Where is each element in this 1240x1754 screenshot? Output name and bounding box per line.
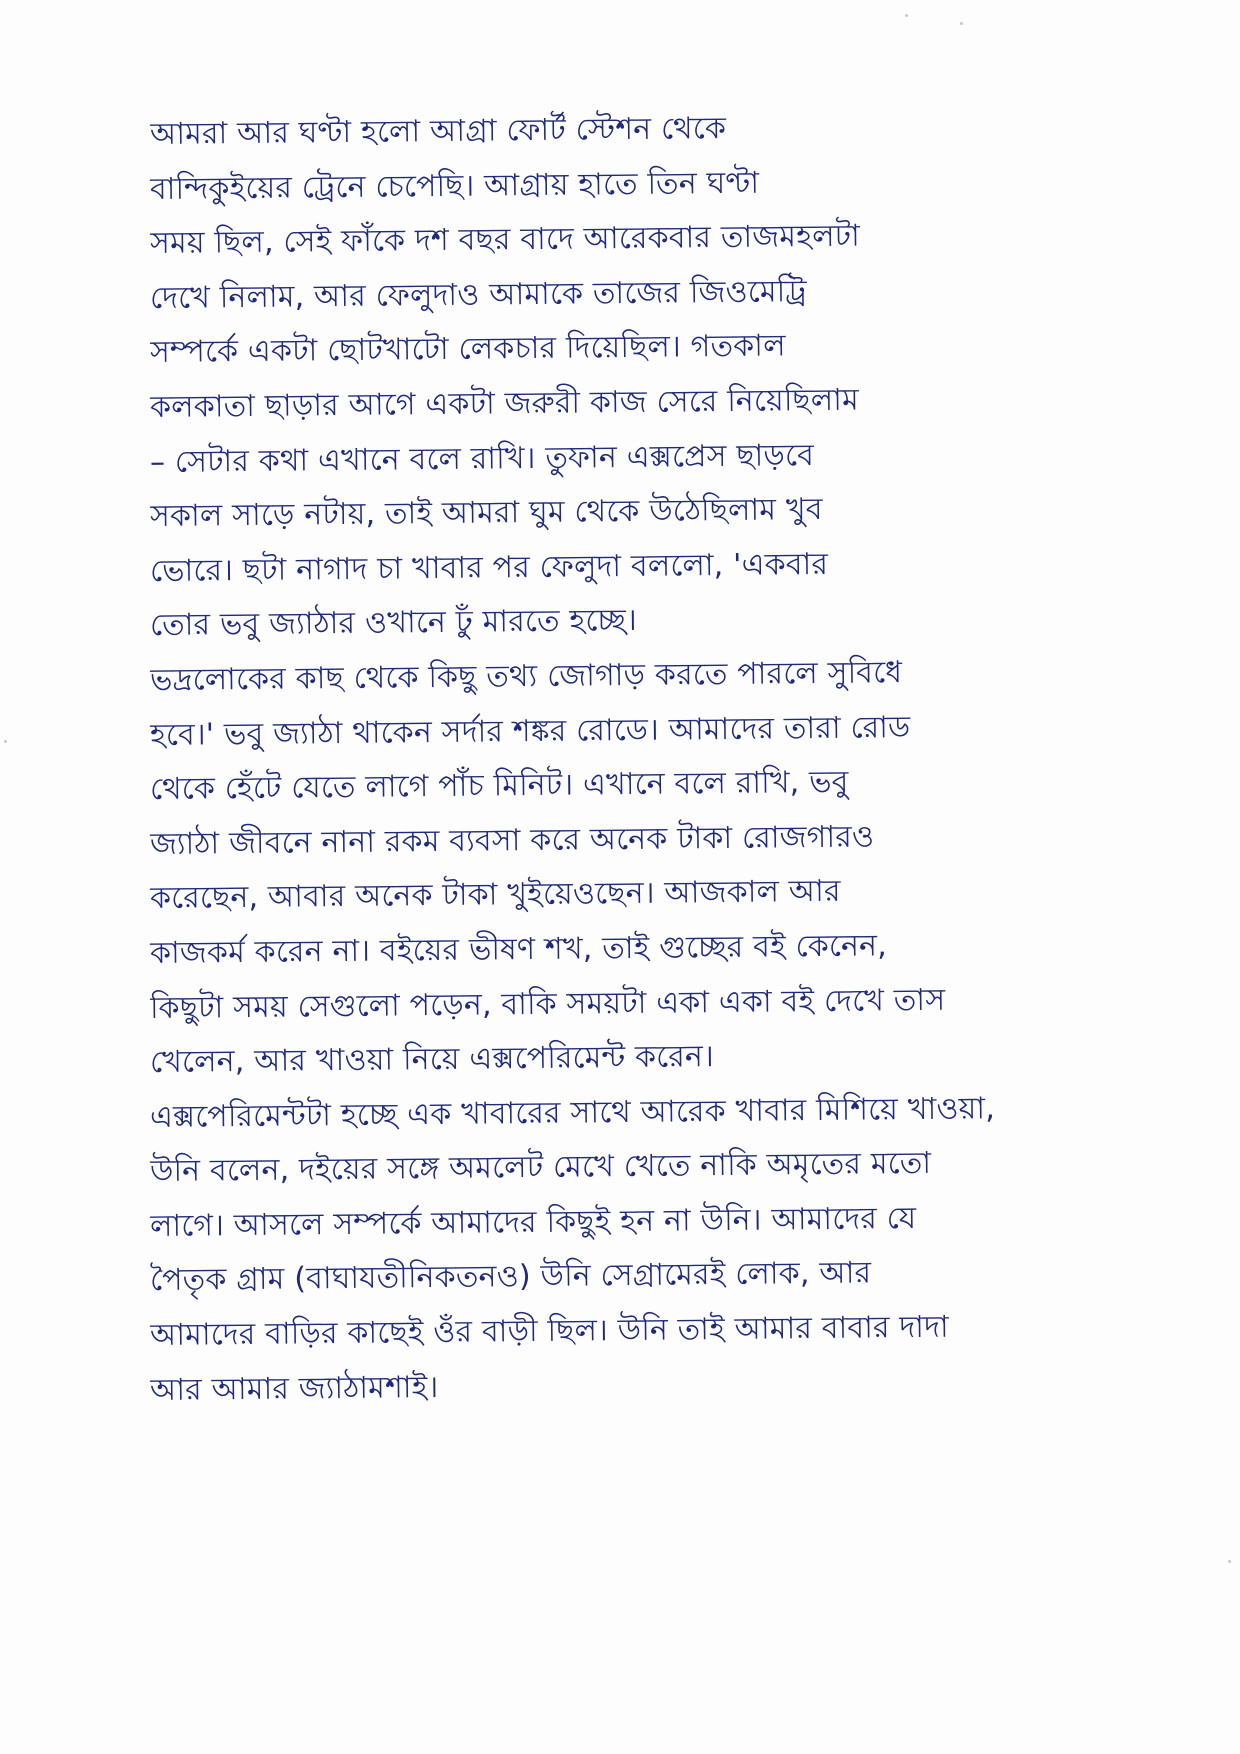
text-line: খেলেন, আর খাওয়া নিয়ে এক্সপেরিমেন্ট করেন। bbox=[149, 1039, 715, 1081]
text-line: আমাদের বাড়ির কাছেই ওঁর বাড়ী ছিল। উনি তাই আমার বাবার দাদা bbox=[149, 1309, 949, 1354]
text-line: – সেটার কথা এখানে বলে রাখি। তুফান এক্সপ্রেস ছাড়বে bbox=[149, 437, 815, 480]
text-line: সম্পর্কে একটা ছোটখাটো লেকচার দিয়েছিল। গতকাল bbox=[149, 328, 786, 371]
text-line: সকাল সাড়ে নটায়, তাই আমরা ঘুম থেকে উঠেছিলাম খুব bbox=[149, 492, 823, 535]
text-line: ভদ্রলোকের কাছ থেকে কিছু তথ্য জোগাড় করতে পারলে সুবিধে bbox=[149, 655, 903, 698]
paper-speck bbox=[905, 14, 908, 17]
paper-speck bbox=[960, 22, 963, 25]
text-line: কলকাতা ছাড়ার আগে একটা জরুরী কাজ সেরে নিয়েছিলাম bbox=[149, 382, 860, 425]
text-line: লাগে। আসলে সম্পর্কে আমাদের কিছুই হন না উনি। আমাদের যে bbox=[149, 1200, 917, 1244]
text-line: করেছেন, আবার অনেক টাকা খুইয়েওছেন। আজকাল আর bbox=[149, 874, 841, 917]
text-line: কিছুটা সময় সেগুলো পড়েন, বাকি সময়টা একা একা বই দেখে তাস bbox=[149, 982, 946, 1026]
handwritten-text-block bbox=[150, 108, 1140, 1418]
text-line: আমরা আর ঘণ্টা হলো আগ্রা ফোর্ট স্টেশন থেকে bbox=[149, 110, 727, 152]
text-line: জ্যাঠা জীবনে নানা রকম ব্যবসা করে অনেক টাকা রোজগারও bbox=[149, 819, 875, 862]
text-line: হবে।' ভবু জ্যাঠা থাকেন সর্দার শঙ্কর রোডে। আমাদের তারা রোড bbox=[149, 709, 911, 753]
paper-speck bbox=[4, 740, 7, 743]
text-line: ভোরে। ছটা নাগাদ চা খাবার পর ফেলুদা বললো, 'একবার bbox=[149, 546, 829, 589]
text-line: কাজকর্ম করেন না। বইয়ের ভীষণ শখ, তাই গুচ্ছের বই কেনেন, bbox=[149, 928, 888, 971]
text-line: এক্সপেরিমেন্টটা হচ্ছে এক খাবারের সাথে আরেক খাবার মিশিয়ে খাওয়া, bbox=[149, 1090, 996, 1135]
text-line: আর আমার জ্যাঠামশাই। bbox=[149, 1369, 439, 1408]
text-line: পৈতৃক গ্রাম (বাঘাযতীনিকতনও) উনি সেগ্রামেরই লোক, আর bbox=[149, 1255, 872, 1299]
text-line: তোর ভবু জ্যাঠার ওখানে ঢুঁ মারতে হচ্ছে। bbox=[149, 603, 638, 644]
text-line: বান্দিকুইয়ের ট্রেনে চেপেছি। আগ্রায় হাতে তিন ঘণ্টা bbox=[149, 165, 760, 207]
paper-speck bbox=[1228, 1560, 1231, 1563]
text-line: উনি বলেন, দইয়ের সঙ্গে অমলেট মেখে খেতে নাকি অমৃতের মতো bbox=[149, 1146, 932, 1190]
text-line: সময় ছিল, সেই ফাঁকে দশ বছর বাদে আরেকবার তাজমহলটা bbox=[149, 218, 861, 262]
text-line: দেখে নিলাম, আর ফেলুদাও আমাকে তাজের জিওমেট্রি bbox=[149, 273, 807, 316]
text-line: থেকে হেঁটে যেতে লাগে পাঁচ মিনিট। এখানে বলে রাখি, ভবু bbox=[149, 764, 849, 808]
